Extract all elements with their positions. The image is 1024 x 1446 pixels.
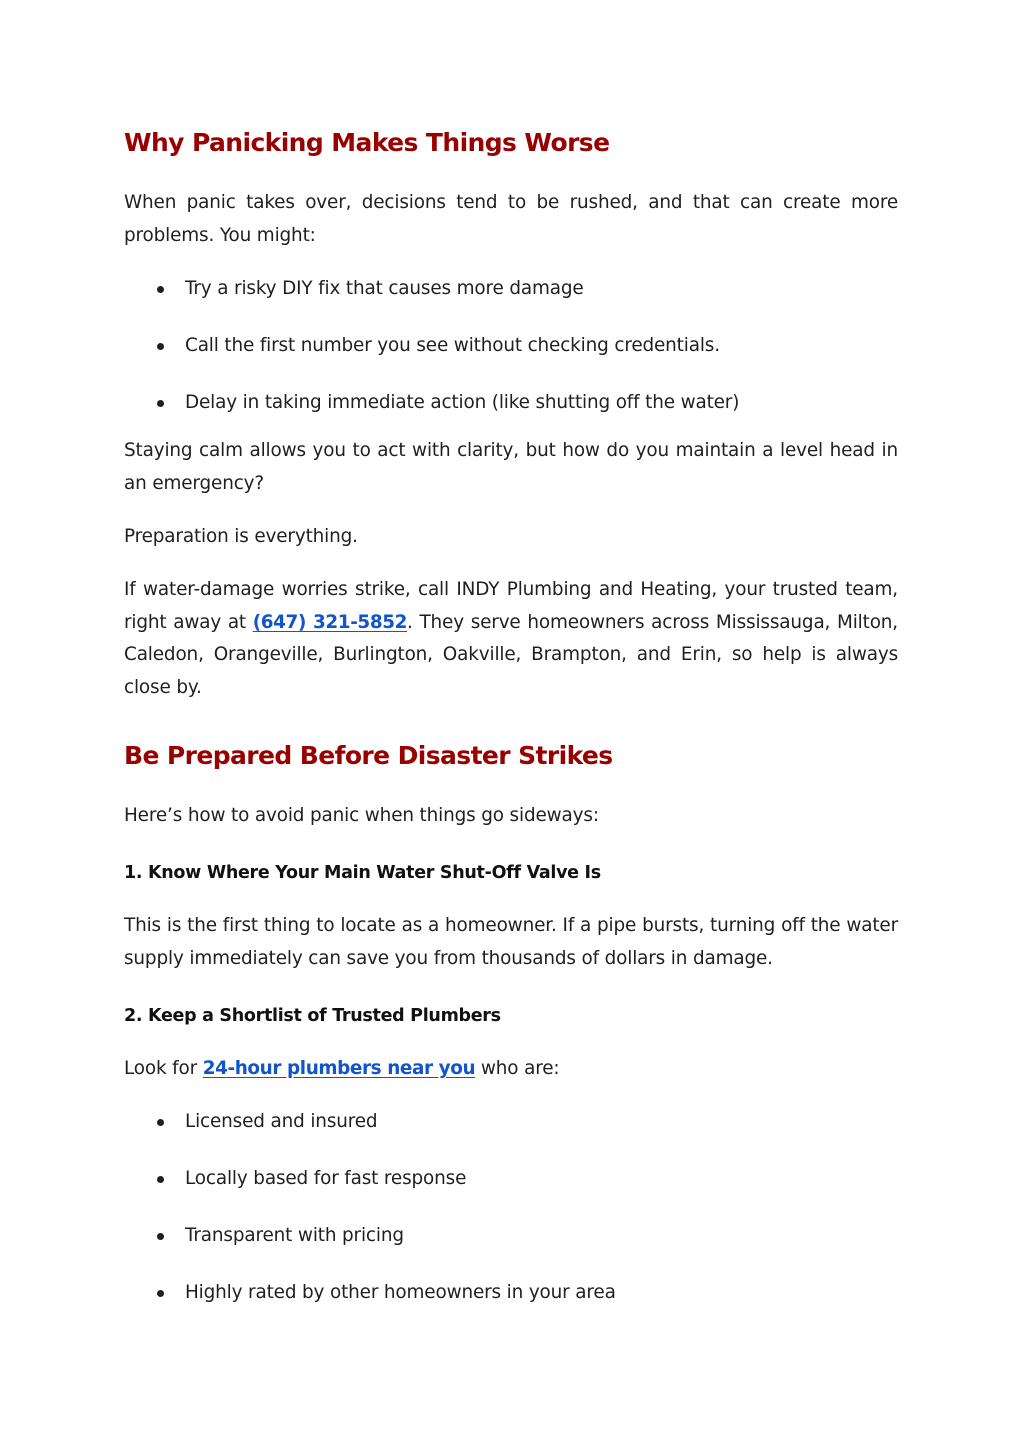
bullet-icon <box>157 286 164 293</box>
contact-text-before: If water-damage worries strike, call INDY Plumbing and Heating, your trusted team, right away at <box>124 579 898 633</box>
bullet-icon <box>157 1176 164 1183</box>
bullet-icon <box>157 1290 164 1297</box>
section-heading-be-prepared: Be Prepared Before Disaster Strikes <box>124 741 613 770</box>
prepared-intro-paragraph: Here’s how to avoid panic when things go sideways: <box>124 805 599 826</box>
contact-paragraph <box>124 574 898 704</box>
list-item-text: Licensed and insured <box>185 1111 378 1132</box>
preparation-paragraph: Preparation is everything. <box>124 526 358 547</box>
look-for-paragraph <box>124 1053 898 1086</box>
list-item-text: Locally based for fast response <box>185 1168 467 1189</box>
look-text-before: Look for <box>124 1058 203 1079</box>
list-item-text: Delay in taking immediate action (like shutting off the water) <box>185 392 740 413</box>
step1-paragraph: This is the first thing to locate as a homeowner. If a pipe bursts, turning off the water supply immediately can save you from thousands of dollars in damage. <box>124 915 898 969</box>
bullet-icon <box>157 400 164 407</box>
section-heading-why-panicking: Why Panicking Makes Things Worse <box>124 128 610 157</box>
look-text-after: who are: <box>475 1058 560 1079</box>
bullet-icon <box>157 343 164 350</box>
bullet-icon <box>157 1233 164 1240</box>
step2-title: 2. Keep a Shortlist of Trusted Plumbers <box>124 1006 501 1026</box>
plumbers-near-you-link[interactable]: 24-hour plumbers near you <box>202 1058 476 1079</box>
list-item-text: Highly rated by other homeowners in your area <box>185 1282 616 1303</box>
step1-title: 1. Know Where Your Main Water Shut-Off Valve Is <box>124 863 601 883</box>
list-item-text: Call the first number you see without checking credentials. <box>185 335 720 356</box>
panic-intro-paragraph: When panic takes over, decisions tend to be rushed, and that can create more problems. You might: <box>124 192 898 246</box>
list-item-text: Transparent with pricing <box>185 1225 404 1246</box>
list-item-text: Try a risky DIY fix that causes more damage <box>185 278 584 299</box>
contact-text-after: . They serve homeowners across Mississauga, Milton, Caledon, Orangeville, Burlington, Oakville, Brampton, and Erin, so help is always close by. <box>124 611 899 698</box>
bullet-icon <box>157 1119 164 1126</box>
calm-paragraph: Staying calm allows you to act with clarity, but how do you maintain a level head in an emergency? <box>124 440 898 494</box>
phone-number-link[interactable]: (647) 321-5852 <box>252 611 408 633</box>
